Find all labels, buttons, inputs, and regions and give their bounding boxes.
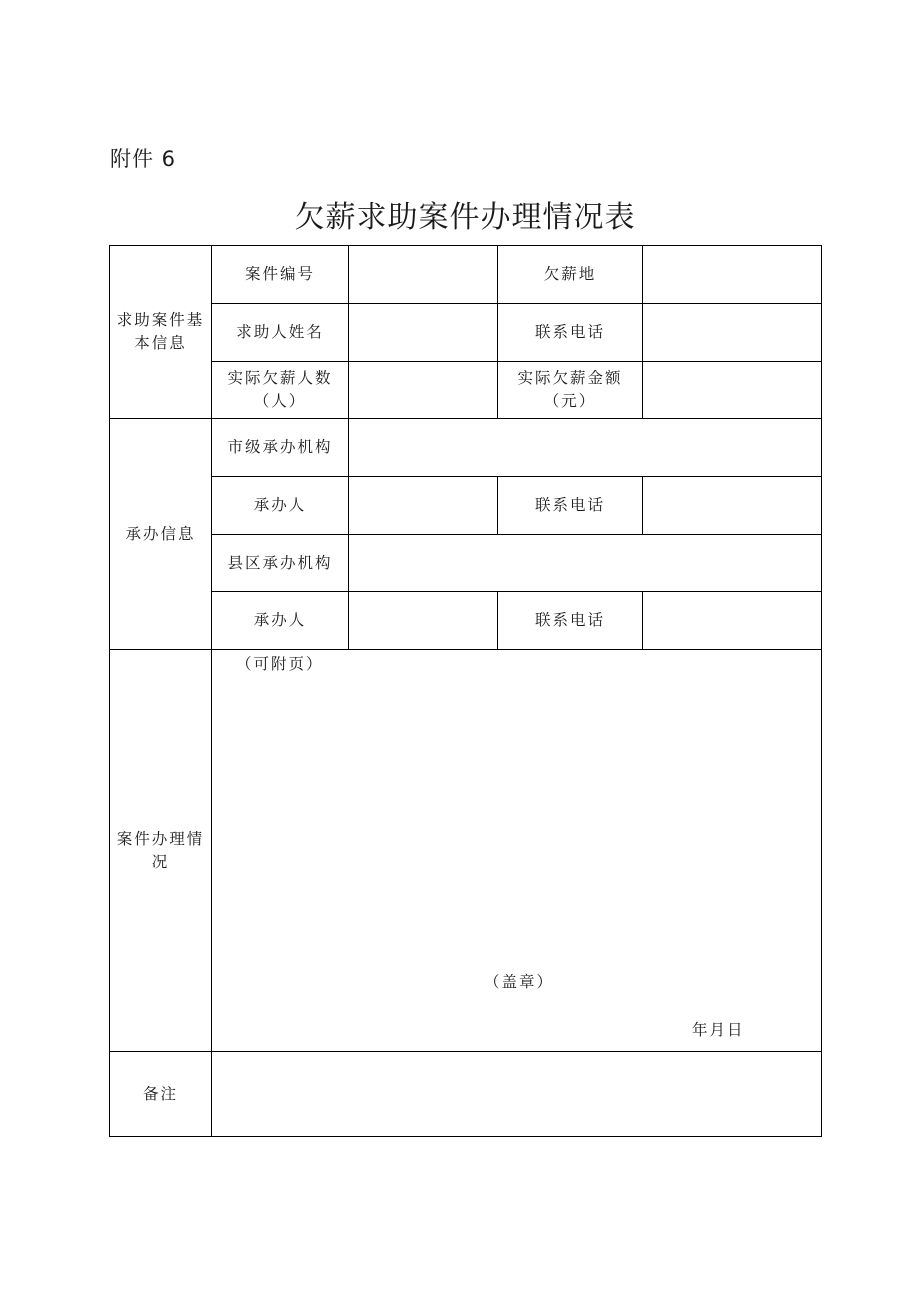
- case-no-label: 案件编号: [212, 246, 349, 304]
- arrears-amount-label: 实际欠薪金额（元）: [498, 362, 643, 419]
- city-handler-field[interactable]: [349, 477, 498, 535]
- county-handler-phone-label: 联系电话: [498, 592, 643, 650]
- row-applicant: [110, 304, 822, 362]
- county-handler-phone-field[interactable]: [643, 592, 822, 650]
- city-org-field[interactable]: [349, 419, 822, 477]
- city-org-label: 市级承办机构: [212, 419, 349, 477]
- row-remarks: [110, 1052, 822, 1137]
- row-city-org: [110, 419, 822, 477]
- basic-info-section-label: 求助案件基本信息: [110, 246, 212, 419]
- city-handler-label: 承办人: [212, 477, 349, 535]
- row-county-handler: [110, 592, 822, 650]
- row-workers-amount: [110, 362, 822, 419]
- applicant-name-label: 求助人姓名: [212, 304, 349, 362]
- county-org-label: 县区承办机构: [212, 535, 349, 592]
- stamp-label: （盖章）: [484, 973, 555, 991]
- case-progress-section-label: 案件办理情况: [110, 650, 212, 1052]
- row-city-handler: [110, 477, 822, 535]
- county-handler-label: 承办人: [212, 592, 349, 650]
- city-handler-phone-label: 联系电话: [498, 477, 643, 535]
- workers-count-field[interactable]: [349, 362, 498, 419]
- arrears-location-label: 欠薪地: [498, 246, 643, 304]
- city-handler-phone-field[interactable]: [643, 477, 822, 535]
- applicant-phone-label: 联系电话: [498, 304, 643, 362]
- row-county-org: [110, 535, 822, 592]
- applicant-name-field[interactable]: [349, 304, 498, 362]
- date-label: 年月日: [692, 1021, 745, 1039]
- form-title: 欠薪求助案件办理情况表: [294, 200, 636, 235]
- remarks-field[interactable]: [212, 1052, 822, 1137]
- county-handler-field[interactable]: [349, 592, 498, 650]
- case-no-field[interactable]: [349, 246, 498, 304]
- remarks-section-label: 备注: [110, 1052, 212, 1137]
- attachment-label: 附件 6: [110, 147, 177, 171]
- county-org-field[interactable]: [349, 535, 822, 592]
- row-case-no: [110, 246, 822, 304]
- applicant-phone-field[interactable]: [643, 304, 822, 362]
- attach-pages-note: （可附页）: [236, 655, 324, 673]
- arrears-location-field[interactable]: [643, 246, 822, 304]
- arrears-amount-field[interactable]: [643, 362, 822, 419]
- case-handling-form: [109, 245, 822, 1137]
- handling-info-section-label: 承办信息: [110, 419, 212, 650]
- workers-count-label: 实际欠薪人数（人）: [212, 362, 349, 419]
- row-case-progress: [110, 650, 822, 1052]
- case-progress-field[interactable]: [212, 650, 822, 1052]
